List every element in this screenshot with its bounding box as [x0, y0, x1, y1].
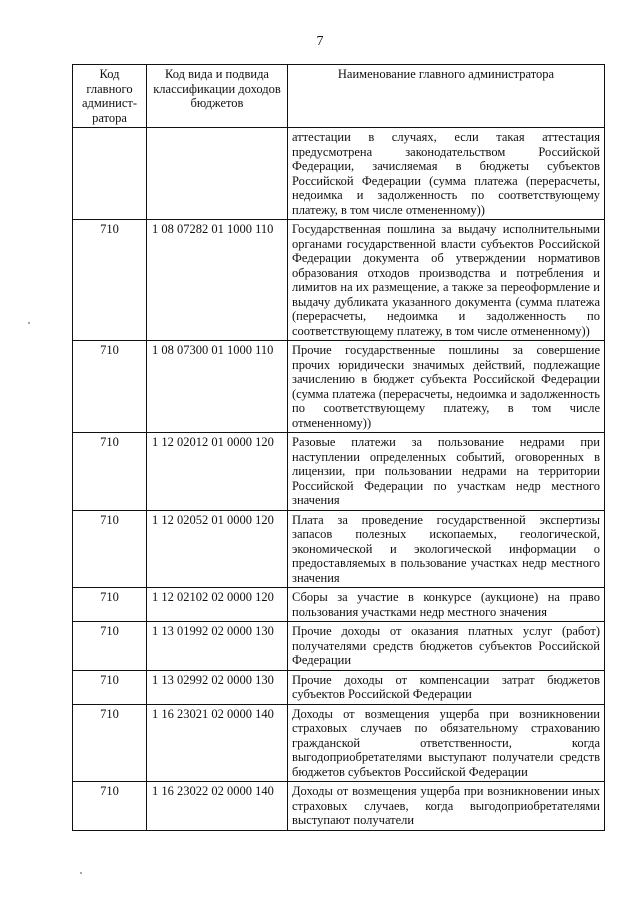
table-row: [73, 341, 605, 433]
table-row: [73, 704, 605, 782]
admin-code-cell: 710: [73, 704, 147, 782]
name-cell: аттестации в случаях, если такая аттестация предусмотрена законодательством Российской Федерации, зачисляемая в бюджеты субъектов Российской Федерации (сумма платежа (перерасчеты, недоимка и задолженность по соответствующему платежу, в том числе отмененному)): [288, 128, 605, 220]
admin-code-cell: 710: [73, 622, 147, 671]
income-code-cell: 1 16 23022 02 0000 140: [147, 782, 288, 831]
income-code-cell: 1 12 02052 01 0000 120: [147, 510, 288, 588]
table-header-row: [73, 65, 605, 128]
income-code-cell: 1 13 02992 02 0000 130: [147, 670, 288, 704]
admin-code-cell: 710: [73, 782, 147, 831]
admin-code-cell: 710: [73, 510, 147, 588]
admin-code-cell: 710: [73, 220, 147, 341]
table-row: [73, 782, 605, 831]
admin-code-cell: 710: [73, 588, 147, 622]
scan-speck: [80, 872, 82, 874]
income-code-cell: 1 08 07282 01 1000 110: [147, 220, 288, 341]
name-cell: Плата за проведение государственной экспертизы запасов полезных ископаемых, геологической, экономической и экологической информации о предоставляемых в пользование участках недр местного значения: [288, 510, 605, 588]
table-row: [73, 622, 605, 671]
table-row: [73, 128, 605, 220]
header-admin-code: Код главного админист-ратора: [73, 65, 147, 128]
table-row: [73, 220, 605, 341]
income-code-cell: [147, 128, 288, 220]
income-code-cell: 1 12 02012 01 0000 120: [147, 433, 288, 511]
table-row: [73, 510, 605, 588]
admin-code-cell: 710: [73, 433, 147, 511]
income-code-cell: 1 13 01992 02 0000 130: [147, 622, 288, 671]
table-row: [73, 670, 605, 704]
income-code-cell: 1 16 23021 02 0000 140: [147, 704, 288, 782]
name-cell: Прочие доходы от оказания платных услуг (работ) получателями средств бюджетов субъектов Российской Федерации: [288, 622, 605, 671]
table-row: [73, 588, 605, 622]
name-cell: Прочие государственные пошлины за совершение прочих юридически значимых действий, подлежащие зачислению в бюджет субъекта Российской Федерации (сумма платежа (перерасчеты, недоимка и задолженность по соответствующему платежу, в том числе отмененному)): [288, 341, 605, 433]
income-code-cell: 1 08 07300 01 1000 110: [147, 341, 288, 433]
income-administrators-table: [72, 64, 605, 831]
name-cell: Доходы от возмещения ущерба при возникновении страховых случаев по обязательному страхованию гражданской ответственности, когда выгодоприобретателями выступают получатели средств бюджетов субъектов Российской Федерации: [288, 704, 605, 782]
table-row: [73, 433, 605, 511]
name-cell: Разовые платежи за пользование недрами при наступлении определенных событий, оговоренных в лицензии, при пользовании недрами на территории Российской Федерации по участкам недр местного значения: [288, 433, 605, 511]
page-number: 7: [316, 34, 324, 49]
name-cell: Сборы за участие в конкурсе (аукционе) на право пользования участками недр местного значения: [288, 588, 605, 622]
admin-code-cell: [73, 128, 147, 220]
admin-code-cell: 710: [73, 670, 147, 704]
name-cell: Государственная пошлина за выдачу исполнительными органами государственной власти субъектов Российской Федерации документа об утверждении нормативов образования отходов производства и потребления и лимитов на их размещение, а также за переоформление и выдачу дубликата указанного документа (сумма платежа (перерасчеты, недоимка и задолженность по соответствующему платежу, в том числе отмененному)): [288, 220, 605, 341]
admin-code-cell: 710: [73, 341, 147, 433]
name-cell: Прочие доходы от компенсации затрат бюджетов субъектов Российской Федерации: [288, 670, 605, 704]
header-admin-name: Наименование главного администратора: [288, 65, 605, 128]
scan-speck: [28, 322, 30, 324]
income-code-cell: 1 12 02102 02 0000 120: [147, 588, 288, 622]
header-income-code: Код вида и подвида классификации доходов бюджетов: [147, 65, 288, 128]
name-cell: Доходы от возмещения ущерба при возникновении иных страховых случаев, когда выгодоприобретателями выступают получатели: [288, 782, 605, 831]
